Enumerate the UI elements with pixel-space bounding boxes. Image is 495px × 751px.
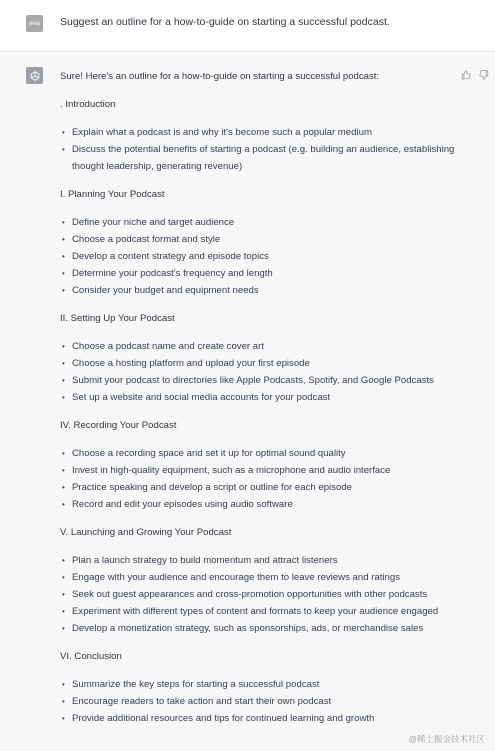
user-avatar: ewa (26, 15, 43, 32)
section-title: IV. Recording Your Podcast (60, 420, 177, 431)
list-item: • Plan a launch strategy to build momentum and attract listeners (60, 552, 480, 569)
list-item: • Choose a podcast name and create cover art (60, 338, 480, 355)
list-item: • Summarize the key steps for starting a successful podcast (60, 676, 480, 693)
list-item: • Encourage readers to take action and start their own podcast (60, 693, 480, 710)
list-item: • Determine your podcast's frequency and length (60, 265, 480, 282)
list-item: • Develop a content strategy and episode topics (60, 248, 480, 265)
list-item: • Seek out guest appearances and cross-promotion opportunities with other podcasts (60, 586, 480, 603)
list-item: • Explain what a podcast is and why it's become such a popular medium (60, 124, 480, 141)
openai-logo-icon (26, 67, 43, 84)
section-list (60, 214, 480, 299)
list-item: • Discuss the potential benefits of starting a podcast (e.g. building an audience, establishing thought leadership, generating revenue) (60, 141, 480, 175)
list-item: • Develop a monetization strategy, such as sponsorships, ads, or merchandise sales (60, 620, 480, 637)
thumbs-down-icon[interactable] (479, 67, 489, 77)
section-list (60, 552, 480, 637)
list-item: • Set up a website and social media accounts for your podcast (60, 389, 480, 406)
assistant-message-content (60, 68, 480, 738)
openai-logo-icon-svg (29, 70, 41, 82)
list-item: • Practice speaking and develop a script or outline for each episode (60, 479, 480, 496)
list-item: • Choose a hosting platform and upload your first episode (60, 355, 480, 372)
assistant-intro: Sure! Here's an outline for a how-to-guide on starting a successful podcast: (60, 71, 380, 82)
section-list (60, 124, 480, 175)
section-title: . Introduction (60, 99, 116, 110)
section-title: I. Planning Your Podcast (60, 189, 165, 200)
section-title: VI. Conclusion (60, 651, 122, 662)
section-title: V. Launching and Growing Your Podcast (60, 527, 232, 538)
assistant-message (0, 52, 495, 751)
list-item: • Provide additional resources and tips for continued learning and growth (60, 710, 480, 727)
section-title: II. Setting Up Your Podcast (60, 313, 175, 324)
list-item: • Engage with your audience and encourage them to leave reviews and ratings (60, 569, 480, 586)
list-item: • Invest in high-quality equipment, such as a microphone and audio interface (60, 462, 480, 479)
list-item: • Consider your budget and equipment needs (60, 282, 480, 299)
list-item: • Experiment with different types of content and formats to keep your audience engaged (60, 603, 480, 620)
section-list (60, 676, 480, 727)
list-item: • Define your niche and target audience (60, 214, 480, 231)
list-item: • Record and edit your episodes using audio software (60, 496, 480, 513)
section-list (60, 445, 480, 513)
user-message (0, 0, 495, 52)
list-item: • Submit your podcast to directories like Apple Podcasts, Spotify, and Google Podcasts (60, 372, 480, 389)
list-item: • Choose a recording space and set it up for optimal sound quality (60, 445, 480, 462)
section-list (60, 338, 480, 406)
user-message-text: Suggest an outline for a how-to-guide on starting a successful podcast. (60, 16, 390, 28)
watermark: @稀土掘金技术社区 (408, 734, 485, 744)
list-item: • Choose a podcast format and style (60, 231, 480, 248)
